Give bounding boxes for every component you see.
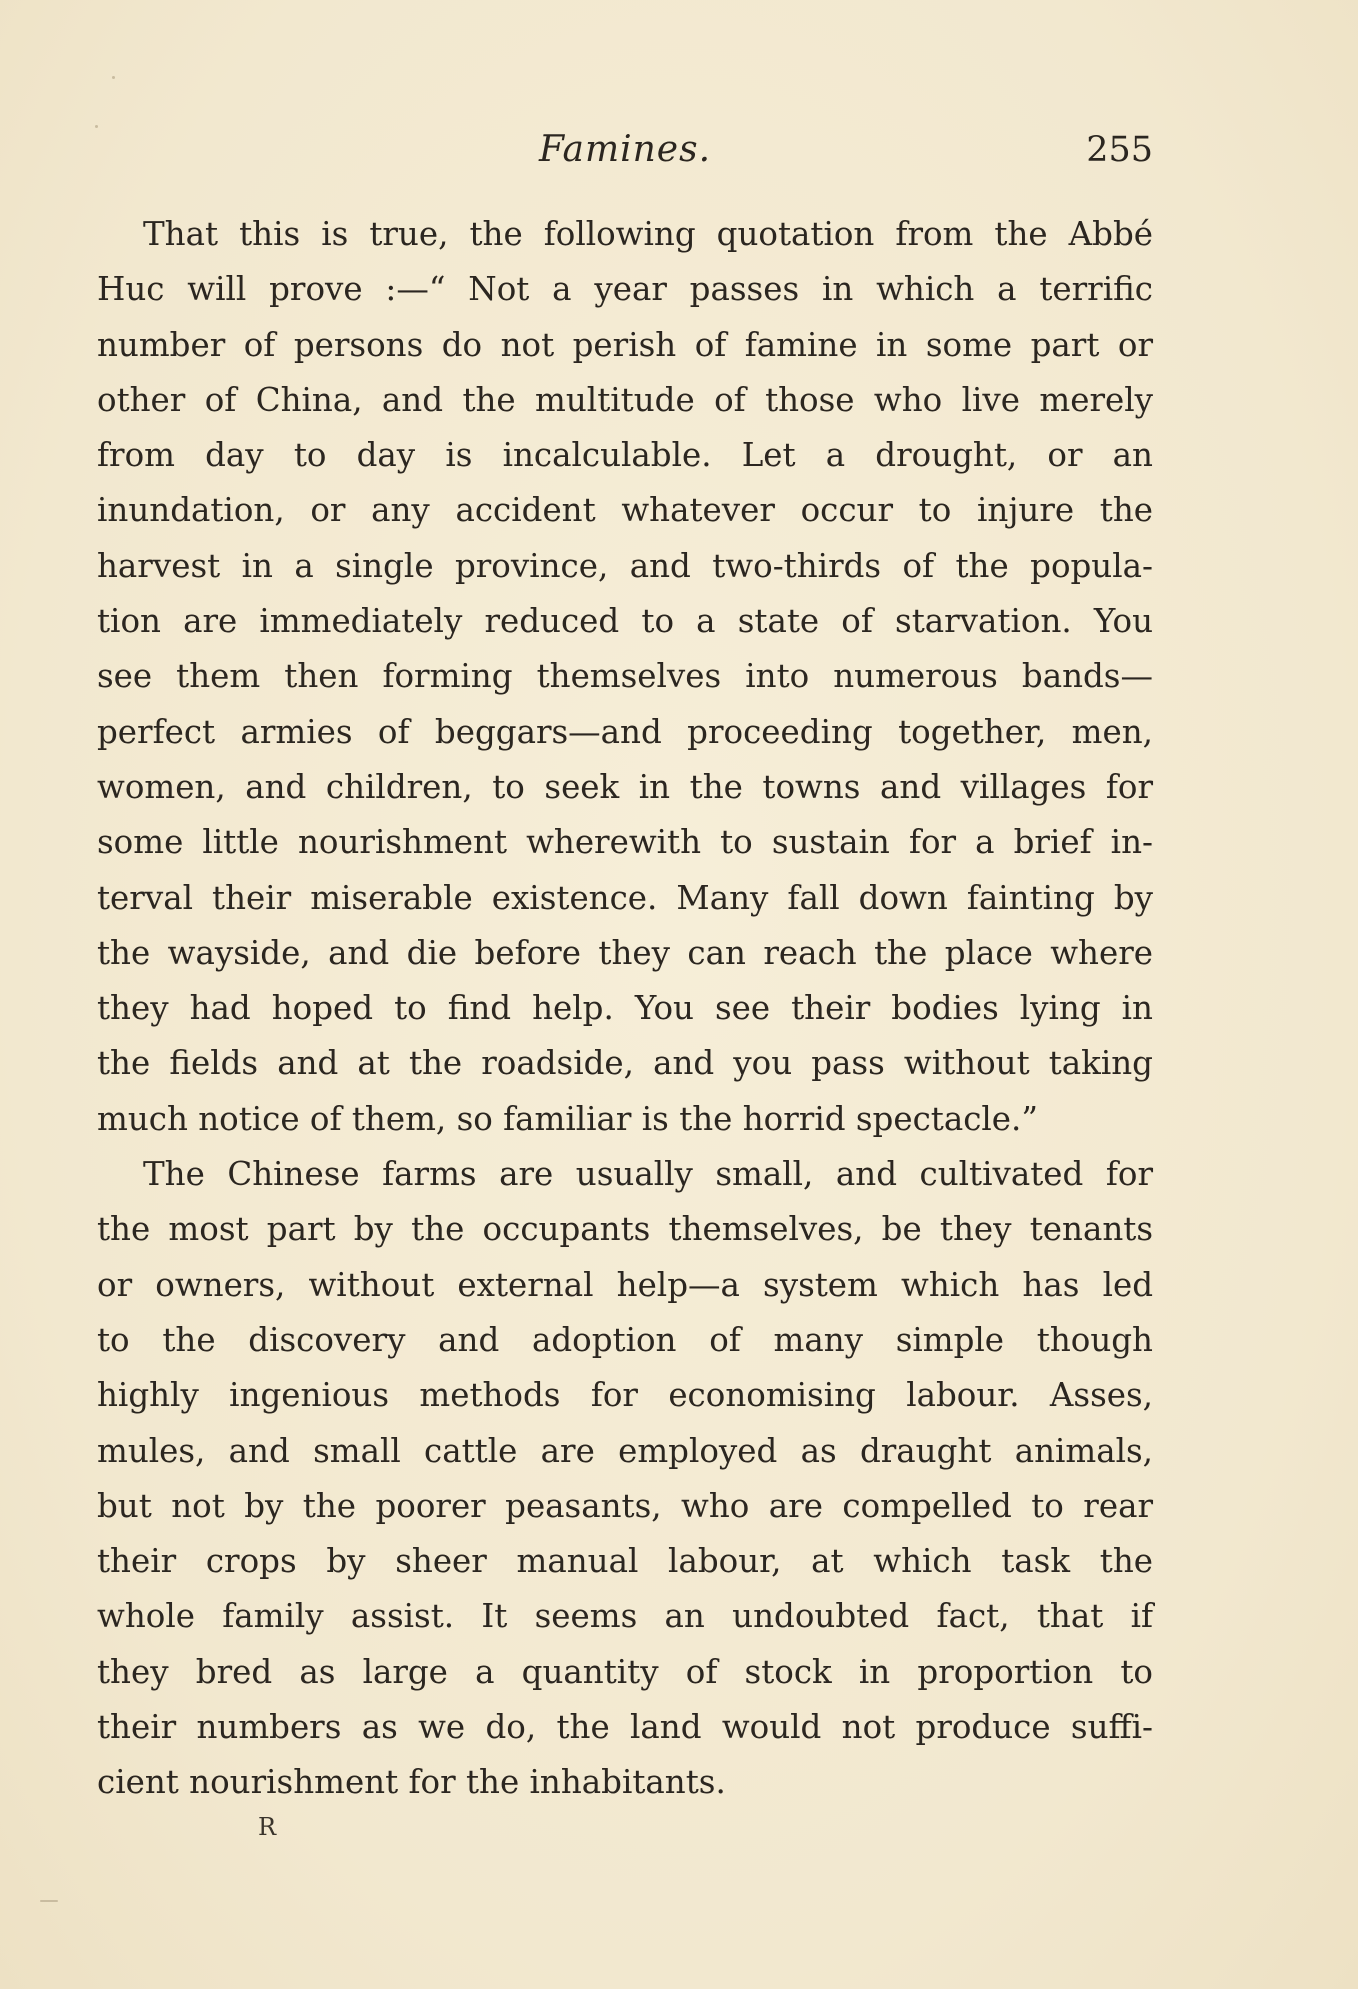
text-line: other of China, and the multitude of those who live merely <box>97 380 1153 419</box>
text-line: terval their miserable existence. Many fall down fainting by <box>97 878 1153 917</box>
text-line: their crops by sheer manual labour, at which task the <box>97 1542 1153 1581</box>
running-title: Famines. <box>538 129 712 170</box>
text-line: their numbers as we do, the land would not produce suffi- <box>97 1708 1153 1747</box>
text-line: the most part by the occupants themselves, be they tenants <box>97 1210 1153 1249</box>
page-header <box>97 120 1153 180</box>
text-line: see them then forming themselves into numerous bands— <box>97 657 1153 696</box>
paper-speck <box>112 76 115 79</box>
paper-speck <box>40 1900 58 1902</box>
text-line: the fields and at the roadside, and you pass without taking <box>97 1044 1153 1083</box>
text-line: much notice of them, so familiar is the horrid spectacle.” <box>97 1099 1038 1138</box>
text-line: they bred as large a quantity of stock in proportion to <box>97 1652 1153 1691</box>
text-line: from day to day is incalculable. Let a drought, or an <box>97 436 1153 475</box>
text-line: or owners, without external help—a system which has led <box>97 1265 1153 1304</box>
text-line: inundation, or any accident whatever occur to injure the <box>97 491 1153 530</box>
text-line: The Chinese farms are usually small, and cultivated for <box>143 1155 1153 1194</box>
text-line: mules, and small cattle are employed as draught animals, <box>97 1431 1153 1470</box>
text-line: cient nourishment for the inhabitants. <box>97 1763 726 1802</box>
body-text <box>97 207 1153 1811</box>
signature-mark: R <box>258 1813 277 1841</box>
text-line: women, and children, to seek in the towns and villages for <box>97 767 1153 806</box>
text-line: some little nourishment wherewith to sustain for a brief in- <box>97 823 1153 862</box>
paper-speck <box>95 125 98 128</box>
page-number: 255 <box>1086 130 1153 170</box>
text-line: but not by the poorer peasants, who are compelled to rear <box>97 1486 1153 1525</box>
text-line: to the discovery and adoption of many simple though <box>97 1320 1153 1359</box>
text-line: they had hoped to find help. You see their bodies lying in <box>97 989 1153 1028</box>
text-line: That this is true, the following quotation from the Abbé <box>143 215 1153 253</box>
text-line: number of persons do not perish of famine in some part or <box>97 325 1153 364</box>
text-line: the wayside, and die before they can reach the place where <box>97 933 1153 972</box>
text-line: Huc will prove :—“ Not a year passes in which a terrific <box>97 270 1153 309</box>
text-line: whole family assist. It seems an undoubted fact, that if <box>97 1597 1153 1636</box>
text-line: perfect armies of beggars—and proceeding together, men, <box>97 712 1153 751</box>
text-line: tion are immediately reduced to a state of starvation. You <box>97 602 1153 641</box>
text-line: highly ingenious methods for economising labour. Asses, <box>97 1376 1153 1415</box>
text-line: harvest in a single province, and two-thirds of the popula- <box>97 546 1153 585</box>
